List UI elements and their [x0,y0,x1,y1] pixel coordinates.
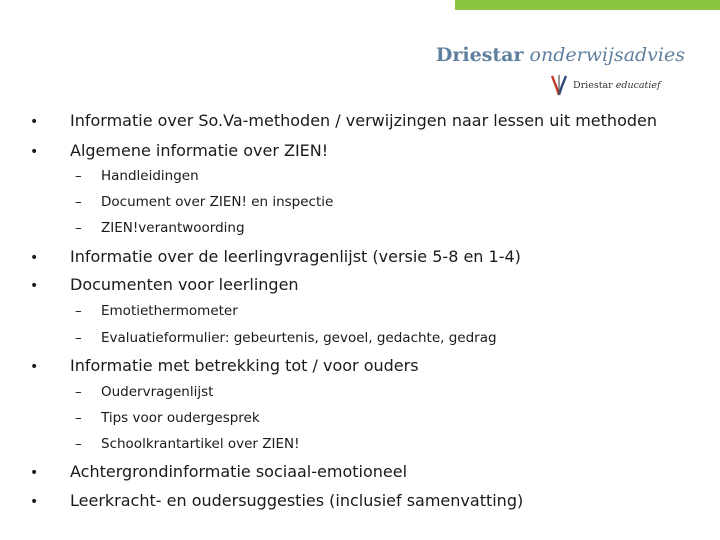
sub-logo-left: Driestar [573,79,613,91]
sub-bullet-item [75,410,260,426]
bullet-item [30,491,523,510]
sub-bullet-item [75,384,213,400]
bullet-text: Emotiethermometer [101,303,238,319]
dash-marker: – [75,330,82,346]
bullet-text: Informatie over So.Va-methoden / verwijzingen naar lessen uit methoden [70,111,657,130]
dash-marker: – [75,410,82,426]
bullet-marker: • [30,465,39,481]
bullet-text: Schoolkrantartikel over ZIEN! [101,436,300,452]
bullet-text: Oudervragenlijst [101,384,214,400]
bullet-item [30,111,657,130]
sub-bullet-item [75,194,333,210]
sub-bullet-item [75,436,300,452]
bullet-text: Evaluatieformulier: gebeurtenis, gevoel, gedachte, gedrag [101,330,497,346]
bullet-text: Informatie met betrekking tot / voor ouders [70,356,419,375]
sub-bullet-item [75,220,245,236]
brand-name-italic: onderwijsadvies [529,44,685,66]
bullet-text: Documenten voor leerlingen [70,275,299,294]
bullet-item [30,462,407,481]
bullet-text: Achtergrondinformatie sociaal-emotioneel [70,462,408,481]
bullet-item [30,356,419,375]
bullet-item [30,247,521,266]
bullet-text: Algemene informatie over ZIEN! [70,141,329,160]
dash-marker: – [75,220,82,236]
sub-bullet-item [75,168,199,184]
bullet-item [30,275,299,294]
bullet-marker: • [30,114,39,130]
bullet-text: Tips voor oudergesprek [101,410,260,426]
sub-bullet-item [75,330,497,346]
dash-marker: – [75,168,82,184]
bullet-text: Handleidingen [101,168,199,184]
bullet-marker: • [30,494,39,510]
bullet-marker: • [30,278,39,294]
brand-name-bold: Driestar [435,44,524,66]
bullet-marker: • [30,144,39,160]
sub-bullet-item [75,303,238,319]
dash-marker: – [75,436,82,452]
bullet-text: Leerkracht- en oudersuggesties (inclusief samenvatting) [70,491,524,510]
dash-marker: – [75,384,82,400]
bullet-text: Informatie over de leerlingvragenlijst (versie 5-8 en 1-4) [70,247,521,266]
bullet-item [30,141,328,160]
bullet-marker: • [30,359,39,375]
dash-marker: – [75,194,82,210]
dash-marker: – [75,303,82,319]
bullet-text: Document over ZIEN! en inspectie [101,194,334,210]
bullet-marker: • [30,250,39,266]
sub-logo-right: educatief [615,79,661,91]
bullet-text: ZIEN!verantwoording [101,220,245,236]
